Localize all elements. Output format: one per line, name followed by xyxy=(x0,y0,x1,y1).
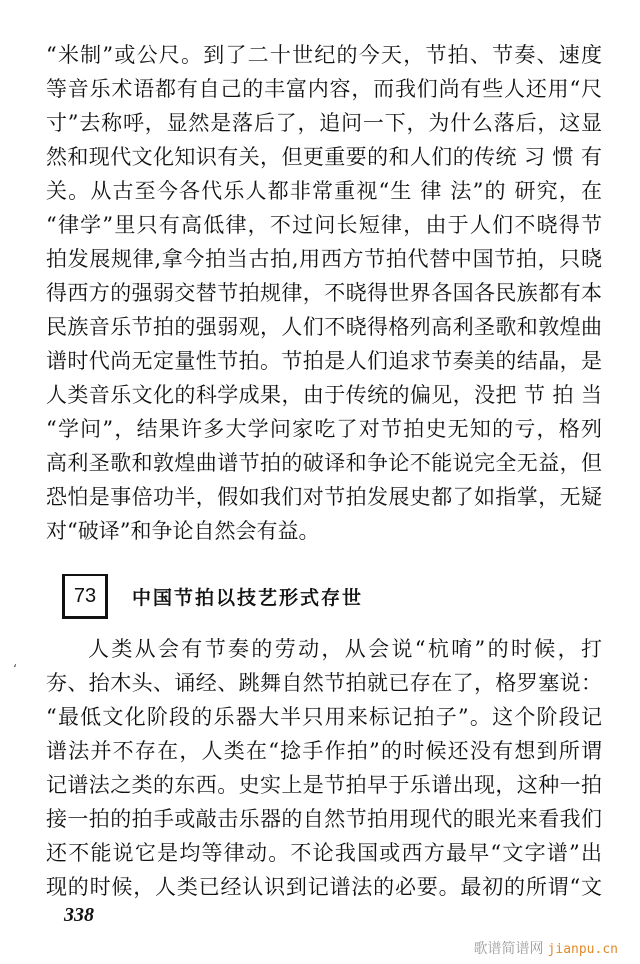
text-line: 接一拍的拍手或敲击乐器的自然节拍用现代的眼光来看我们 xyxy=(46,807,602,831)
text-line: “最低文化阶段的乐器大半只用来标记拍子”。这个阶段记 xyxy=(46,705,602,729)
text-line: 拍发展规律,拿今拍当古拍,用西方节拍代替中国节拍，只晓 xyxy=(46,247,602,271)
text-line: 对“破译”和争论自然会有益。 xyxy=(46,519,320,543)
text-line: 夯、抬木头、诵经、跳舞自然节拍就已存在了，格罗塞说： xyxy=(46,671,602,695)
section-title: 中国节拍以技艺形式存世 xyxy=(132,586,364,609)
watermark-site-name: 歌谱简谱网 xyxy=(473,941,544,957)
text-line: 谱法并不存在，人类在“捻手作拍”的时候还没有想到所谓 xyxy=(46,739,602,763)
text-line: 还不能说它是均等律动。不论我国或西方最早“文字谱”出 xyxy=(46,841,602,865)
page-number: 338 xyxy=(64,904,94,926)
text-line: 现的时候，人类已经认识到记谱法的必要。最初的所谓“文 xyxy=(46,875,602,899)
section-number-box: 73 xyxy=(62,574,108,619)
text-line: 得西方的强弱交替节拍规律，不晓得世界各国各民族都有本 xyxy=(46,281,602,305)
text-line: “律学”里只有高低律，不过问长短律，由于人们不晓得节 xyxy=(46,213,602,237)
text-line: 关。从古至今各代乐人都非常重视“生 律 法”的 研究，在 xyxy=(46,179,602,203)
watermark-domain: jianpu.cn xyxy=(547,942,618,957)
text-line: 等音乐术语都有自己的丰富内容，而我们尚有些人还用“尺 xyxy=(46,77,602,101)
text-line: “米制”或公尺。到了二十世纪的今天，节拍、节奏、速度 xyxy=(46,43,602,67)
watermark xyxy=(474,938,618,958)
text-line: 恐怕是事倍功半，假如我们对节拍发展史都了如指掌，无疑 xyxy=(46,485,602,509)
text-line: 人类从会有节奏的劳动，从会说“杭唷”的时候，打 xyxy=(88,637,602,661)
text-line: 寸”去称呼，显然是落后了，追问一下，为什么落后，这显 xyxy=(46,111,602,135)
text-line: 高利圣歌和敦煌曲谱节拍的破译和争论不能说完全无益，但 xyxy=(46,451,602,475)
text-line: 记谱法之类的东西。史实上是节拍早于乐谱出现，这种一拍 xyxy=(46,773,602,797)
text-line: 然和现代文化知识有关，但更重要的和人们的传统 习 惯 有 xyxy=(46,145,602,169)
text-line: “学问”，结果许多大学问家吃了对节拍史无知的亏，格列 xyxy=(46,417,602,441)
margin-mark: ʻ xyxy=(13,662,17,676)
text-line: 谱时代尚无定量性节拍。节拍是人们追求节奏美的结晶，是 xyxy=(46,349,602,373)
text-line: 民族音乐节拍的强弱观，人们不晓得格列高利圣歌和敦煌曲 xyxy=(46,315,602,339)
text-line: 人类音乐文化的科学成果，由于传统的偏见，没把 节 拍 当 xyxy=(46,383,602,407)
section-heading xyxy=(62,572,363,620)
